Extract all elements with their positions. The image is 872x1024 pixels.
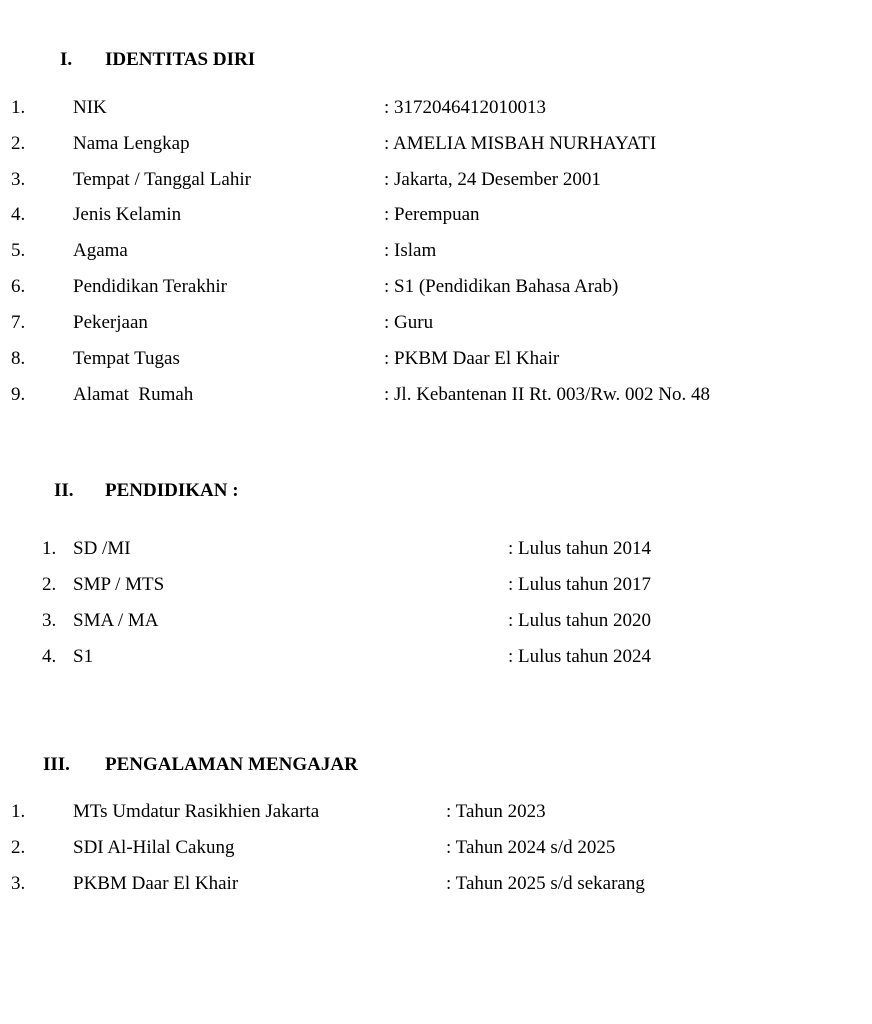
section-2-numeral: II. bbox=[54, 480, 74, 501]
field-label: SD /MI bbox=[73, 538, 131, 559]
field-value: : 3172046412010013 bbox=[384, 97, 547, 118]
field-label: Pekerjaan bbox=[73, 312, 148, 333]
field-value: : S1 (Pendidikan Bahasa Arab) bbox=[384, 276, 619, 297]
row-number: 5. bbox=[11, 240, 26, 261]
field-label: S1 bbox=[73, 646, 94, 667]
row-number: 2. bbox=[11, 837, 26, 858]
field-value: : Tahun 2023 bbox=[446, 801, 546, 822]
row-number: 2. bbox=[11, 133, 26, 154]
row-number: 9. bbox=[11, 384, 26, 405]
row-number: 3. bbox=[11, 873, 26, 894]
field-label: SMA / MA bbox=[73, 610, 159, 631]
field-label: SMP / MTS bbox=[73, 574, 165, 595]
field-label: PKBM Daar El Khair bbox=[73, 873, 239, 894]
field-label: Jenis Kelamin bbox=[73, 204, 182, 225]
field-value: : AMELIA MISBAH NURHAYATI bbox=[384, 133, 657, 154]
field-label: SDI Al-Hilal Cakung bbox=[73, 837, 235, 858]
field-value: : Jl. Kebantenan II Rt. 003/Rw. 002 No. 48 bbox=[384, 384, 710, 405]
field-value: : Jakarta, 24 Desember 2001 bbox=[384, 169, 601, 190]
field-value: : Lulus tahun 2020 bbox=[508, 610, 652, 631]
field-label: Pendidikan Terakhir bbox=[73, 276, 227, 297]
field-value: : Tahun 2024 s/d 2025 bbox=[446, 837, 616, 858]
field-value: : Tahun 2025 s/d sekarang bbox=[446, 873, 645, 894]
row-number: 4. bbox=[42, 646, 57, 667]
row-number: 1. bbox=[11, 801, 26, 822]
section-3-title: PENGALAMAN MENGAJAR bbox=[105, 754, 358, 775]
field-value: : Guru bbox=[384, 312, 434, 333]
row-number: 7. bbox=[11, 312, 26, 333]
field-label: NIK bbox=[73, 97, 107, 118]
section-3-numeral: III. bbox=[43, 754, 70, 775]
field-value: : Lulus tahun 2024 bbox=[508, 646, 652, 667]
field-label: MTs Umdatur Rasikhien Jakarta bbox=[73, 801, 320, 822]
field-label: Alamat Rumah bbox=[73, 384, 194, 405]
field-label: Nama Lengkap bbox=[73, 133, 190, 154]
field-value: : Lulus tahun 2014 bbox=[508, 538, 652, 559]
section-1-numeral: I. bbox=[60, 49, 73, 70]
row-number: 8. bbox=[11, 348, 26, 369]
row-number: 1. bbox=[42, 538, 57, 559]
row-number: 3. bbox=[11, 169, 26, 190]
field-value: : Perempuan bbox=[384, 204, 480, 225]
field-value: : Lulus tahun 2017 bbox=[508, 574, 652, 595]
field-label: Tempat Tugas bbox=[73, 348, 180, 369]
row-number: 1. bbox=[11, 97, 26, 118]
row-number: 4. bbox=[11, 204, 26, 225]
field-label: Agama bbox=[73, 240, 128, 261]
field-value: : Islam bbox=[384, 240, 437, 261]
row-number: 6. bbox=[11, 276, 26, 297]
row-number: 3. bbox=[42, 610, 57, 631]
field-label: Tempat / Tanggal Lahir bbox=[73, 169, 251, 190]
row-number: 2. bbox=[42, 574, 57, 595]
section-2-title: PENDIDIKAN : bbox=[105, 480, 239, 501]
field-value: : PKBM Daar El Khair bbox=[384, 348, 560, 369]
section-1-title: IDENTITAS DIRI bbox=[105, 49, 256, 70]
